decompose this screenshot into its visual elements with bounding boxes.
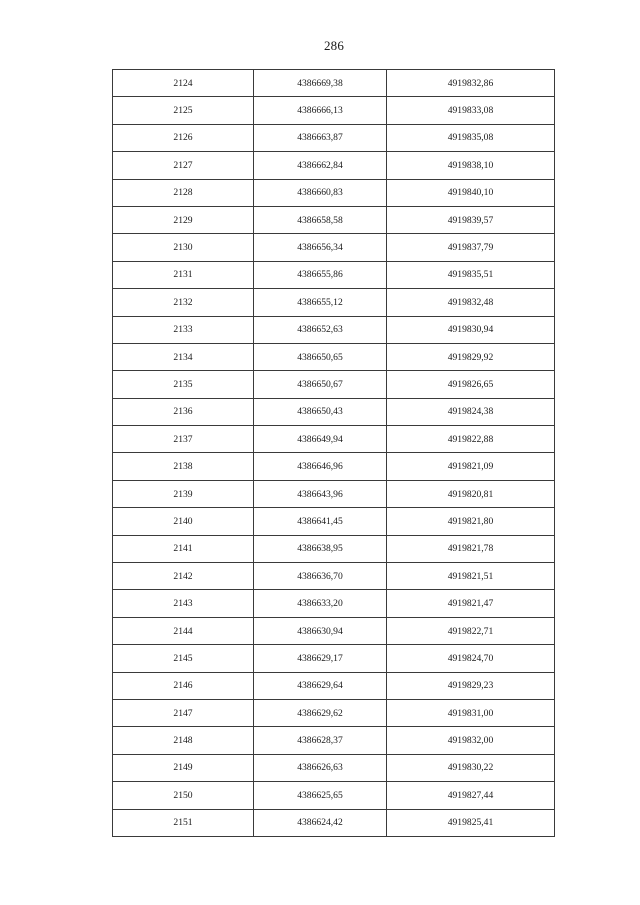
- table-row: [113, 206, 555, 233]
- point-number-cell: 2133: [113, 316, 254, 343]
- table-row: [113, 234, 555, 261]
- y-coordinate-cell: 4919829,92: [387, 343, 555, 370]
- x-coordinate-cell: 4386629,62: [254, 699, 387, 726]
- x-coordinate-cell: 4386636,70: [254, 563, 387, 590]
- y-coordinate-cell: 4919825,41: [387, 809, 555, 836]
- table-row: [113, 590, 555, 617]
- x-coordinate-cell: 4386658,58: [254, 206, 387, 233]
- point-number-cell: 2141: [113, 535, 254, 562]
- point-number-cell: 2128: [113, 179, 254, 206]
- y-coordinate-cell: 4919824,38: [387, 398, 555, 425]
- table-row: [113, 809, 555, 836]
- point-number-cell: 2143: [113, 590, 254, 617]
- x-coordinate-cell: 4386646,96: [254, 453, 387, 480]
- point-number-cell: 2138: [113, 453, 254, 480]
- y-coordinate-cell: 4919832,48: [387, 289, 555, 316]
- table-row: [113, 261, 555, 288]
- table-row: [113, 508, 555, 535]
- table-row: [113, 699, 555, 726]
- table-row: [113, 398, 555, 425]
- table-row: [113, 672, 555, 699]
- point-number-cell: 2140: [113, 508, 254, 535]
- table-row: [113, 754, 555, 781]
- x-coordinate-cell: 4386629,17: [254, 645, 387, 672]
- y-coordinate-cell: 4919829,23: [387, 672, 555, 699]
- y-coordinate-cell: 4919835,51: [387, 261, 555, 288]
- x-coordinate-cell: 4386649,94: [254, 426, 387, 453]
- table-row: [113, 316, 555, 343]
- y-coordinate-cell: 4919820,81: [387, 480, 555, 507]
- point-number-cell: 2147: [113, 699, 254, 726]
- y-coordinate-cell: 4919830,22: [387, 754, 555, 781]
- point-number-cell: 2127: [113, 152, 254, 179]
- y-coordinate-cell: 4919831,00: [387, 699, 555, 726]
- point-number-cell: 2125: [113, 97, 254, 124]
- table-row: [113, 782, 555, 809]
- table-row: [113, 645, 555, 672]
- y-coordinate-cell: 4919838,10: [387, 152, 555, 179]
- y-coordinate-cell: 4919833,08: [387, 97, 555, 124]
- y-coordinate-cell: 4919821,47: [387, 590, 555, 617]
- table-row: [113, 371, 555, 398]
- y-coordinate-cell: 4919822,88: [387, 426, 555, 453]
- point-number-cell: 2126: [113, 124, 254, 151]
- y-coordinate-cell: 4919822,71: [387, 617, 555, 644]
- table-row: [113, 179, 555, 206]
- table-row: [113, 727, 555, 754]
- x-coordinate-cell: 4386629,64: [254, 672, 387, 699]
- x-coordinate-cell: 4386625,65: [254, 782, 387, 809]
- point-number-cell: 2145: [113, 645, 254, 672]
- point-number-cell: 2136: [113, 398, 254, 425]
- table-row: [113, 124, 555, 151]
- x-coordinate-cell: 4386650,67: [254, 371, 387, 398]
- point-number-cell: 2150: [113, 782, 254, 809]
- table-row: [113, 617, 555, 644]
- x-coordinate-cell: 4386624,42: [254, 809, 387, 836]
- table-row: [113, 563, 555, 590]
- x-coordinate-cell: 4386650,43: [254, 398, 387, 425]
- table-row: [113, 426, 555, 453]
- x-coordinate-cell: 4386669,38: [254, 70, 387, 97]
- x-coordinate-cell: 4386626,63: [254, 754, 387, 781]
- y-coordinate-cell: 4919840,10: [387, 179, 555, 206]
- y-coordinate-cell: 4919826,65: [387, 371, 555, 398]
- x-coordinate-cell: 4386662,84: [254, 152, 387, 179]
- x-coordinate-cell: 4386660,83: [254, 179, 387, 206]
- point-number-cell: 2142: [113, 563, 254, 590]
- x-coordinate-cell: 4386628,37: [254, 727, 387, 754]
- table-row: [113, 152, 555, 179]
- coordinates-table: [112, 69, 555, 837]
- point-number-cell: 2124: [113, 70, 254, 97]
- page-number: 286: [323, 38, 345, 53]
- x-coordinate-cell: 4386655,12: [254, 289, 387, 316]
- table-row: [113, 70, 555, 97]
- table-row: [113, 480, 555, 507]
- x-coordinate-cell: 4386638,95: [254, 535, 387, 562]
- x-coordinate-cell: 4386656,34: [254, 234, 387, 261]
- x-coordinate-cell: 4386663,87: [254, 124, 387, 151]
- point-number-cell: 2151: [113, 809, 254, 836]
- y-coordinate-cell: 4919832,86: [387, 70, 555, 97]
- x-coordinate-cell: 4386652,63: [254, 316, 387, 343]
- y-coordinate-cell: 4919837,79: [387, 234, 555, 261]
- y-coordinate-cell: 4919821,80: [387, 508, 555, 535]
- point-number-cell: 2139: [113, 480, 254, 507]
- point-number-cell: 2135: [113, 371, 254, 398]
- y-coordinate-cell: 4919821,78: [387, 535, 555, 562]
- point-number-cell: 2131: [113, 261, 254, 288]
- y-coordinate-cell: 4919835,08: [387, 124, 555, 151]
- table-row: [113, 97, 555, 124]
- y-coordinate-cell: 4919827,44: [387, 782, 555, 809]
- table-row: [113, 343, 555, 370]
- y-coordinate-cell: 4919824,70: [387, 645, 555, 672]
- point-number-cell: 2130: [113, 234, 254, 261]
- point-number-cell: 2134: [113, 343, 254, 370]
- y-coordinate-cell: 4919832,00: [387, 727, 555, 754]
- x-coordinate-cell: 4386650,65: [254, 343, 387, 370]
- y-coordinate-cell: 4919839,57: [387, 206, 555, 233]
- table-row: [113, 289, 555, 316]
- point-number-cell: 2132: [113, 289, 254, 316]
- point-number-cell: 2146: [113, 672, 254, 699]
- table-row: [113, 535, 555, 562]
- x-coordinate-cell: 4386633,20: [254, 590, 387, 617]
- table-row: [113, 453, 555, 480]
- point-number-cell: 2137: [113, 426, 254, 453]
- x-coordinate-cell: 4386641,45: [254, 508, 387, 535]
- x-coordinate-cell: 4386666,13: [254, 97, 387, 124]
- x-coordinate-cell: 4386655,86: [254, 261, 387, 288]
- x-coordinate-cell: 4386630,94: [254, 617, 387, 644]
- point-number-cell: 2129: [113, 206, 254, 233]
- y-coordinate-cell: 4919830,94: [387, 316, 555, 343]
- point-number-cell: 2144: [113, 617, 254, 644]
- point-number-cell: 2148: [113, 727, 254, 754]
- x-coordinate-cell: 4386643,96: [254, 480, 387, 507]
- point-number-cell: 2149: [113, 754, 254, 781]
- y-coordinate-cell: 4919821,51: [387, 563, 555, 590]
- y-coordinate-cell: 4919821,09: [387, 453, 555, 480]
- coordinates-table-body: [113, 70, 555, 837]
